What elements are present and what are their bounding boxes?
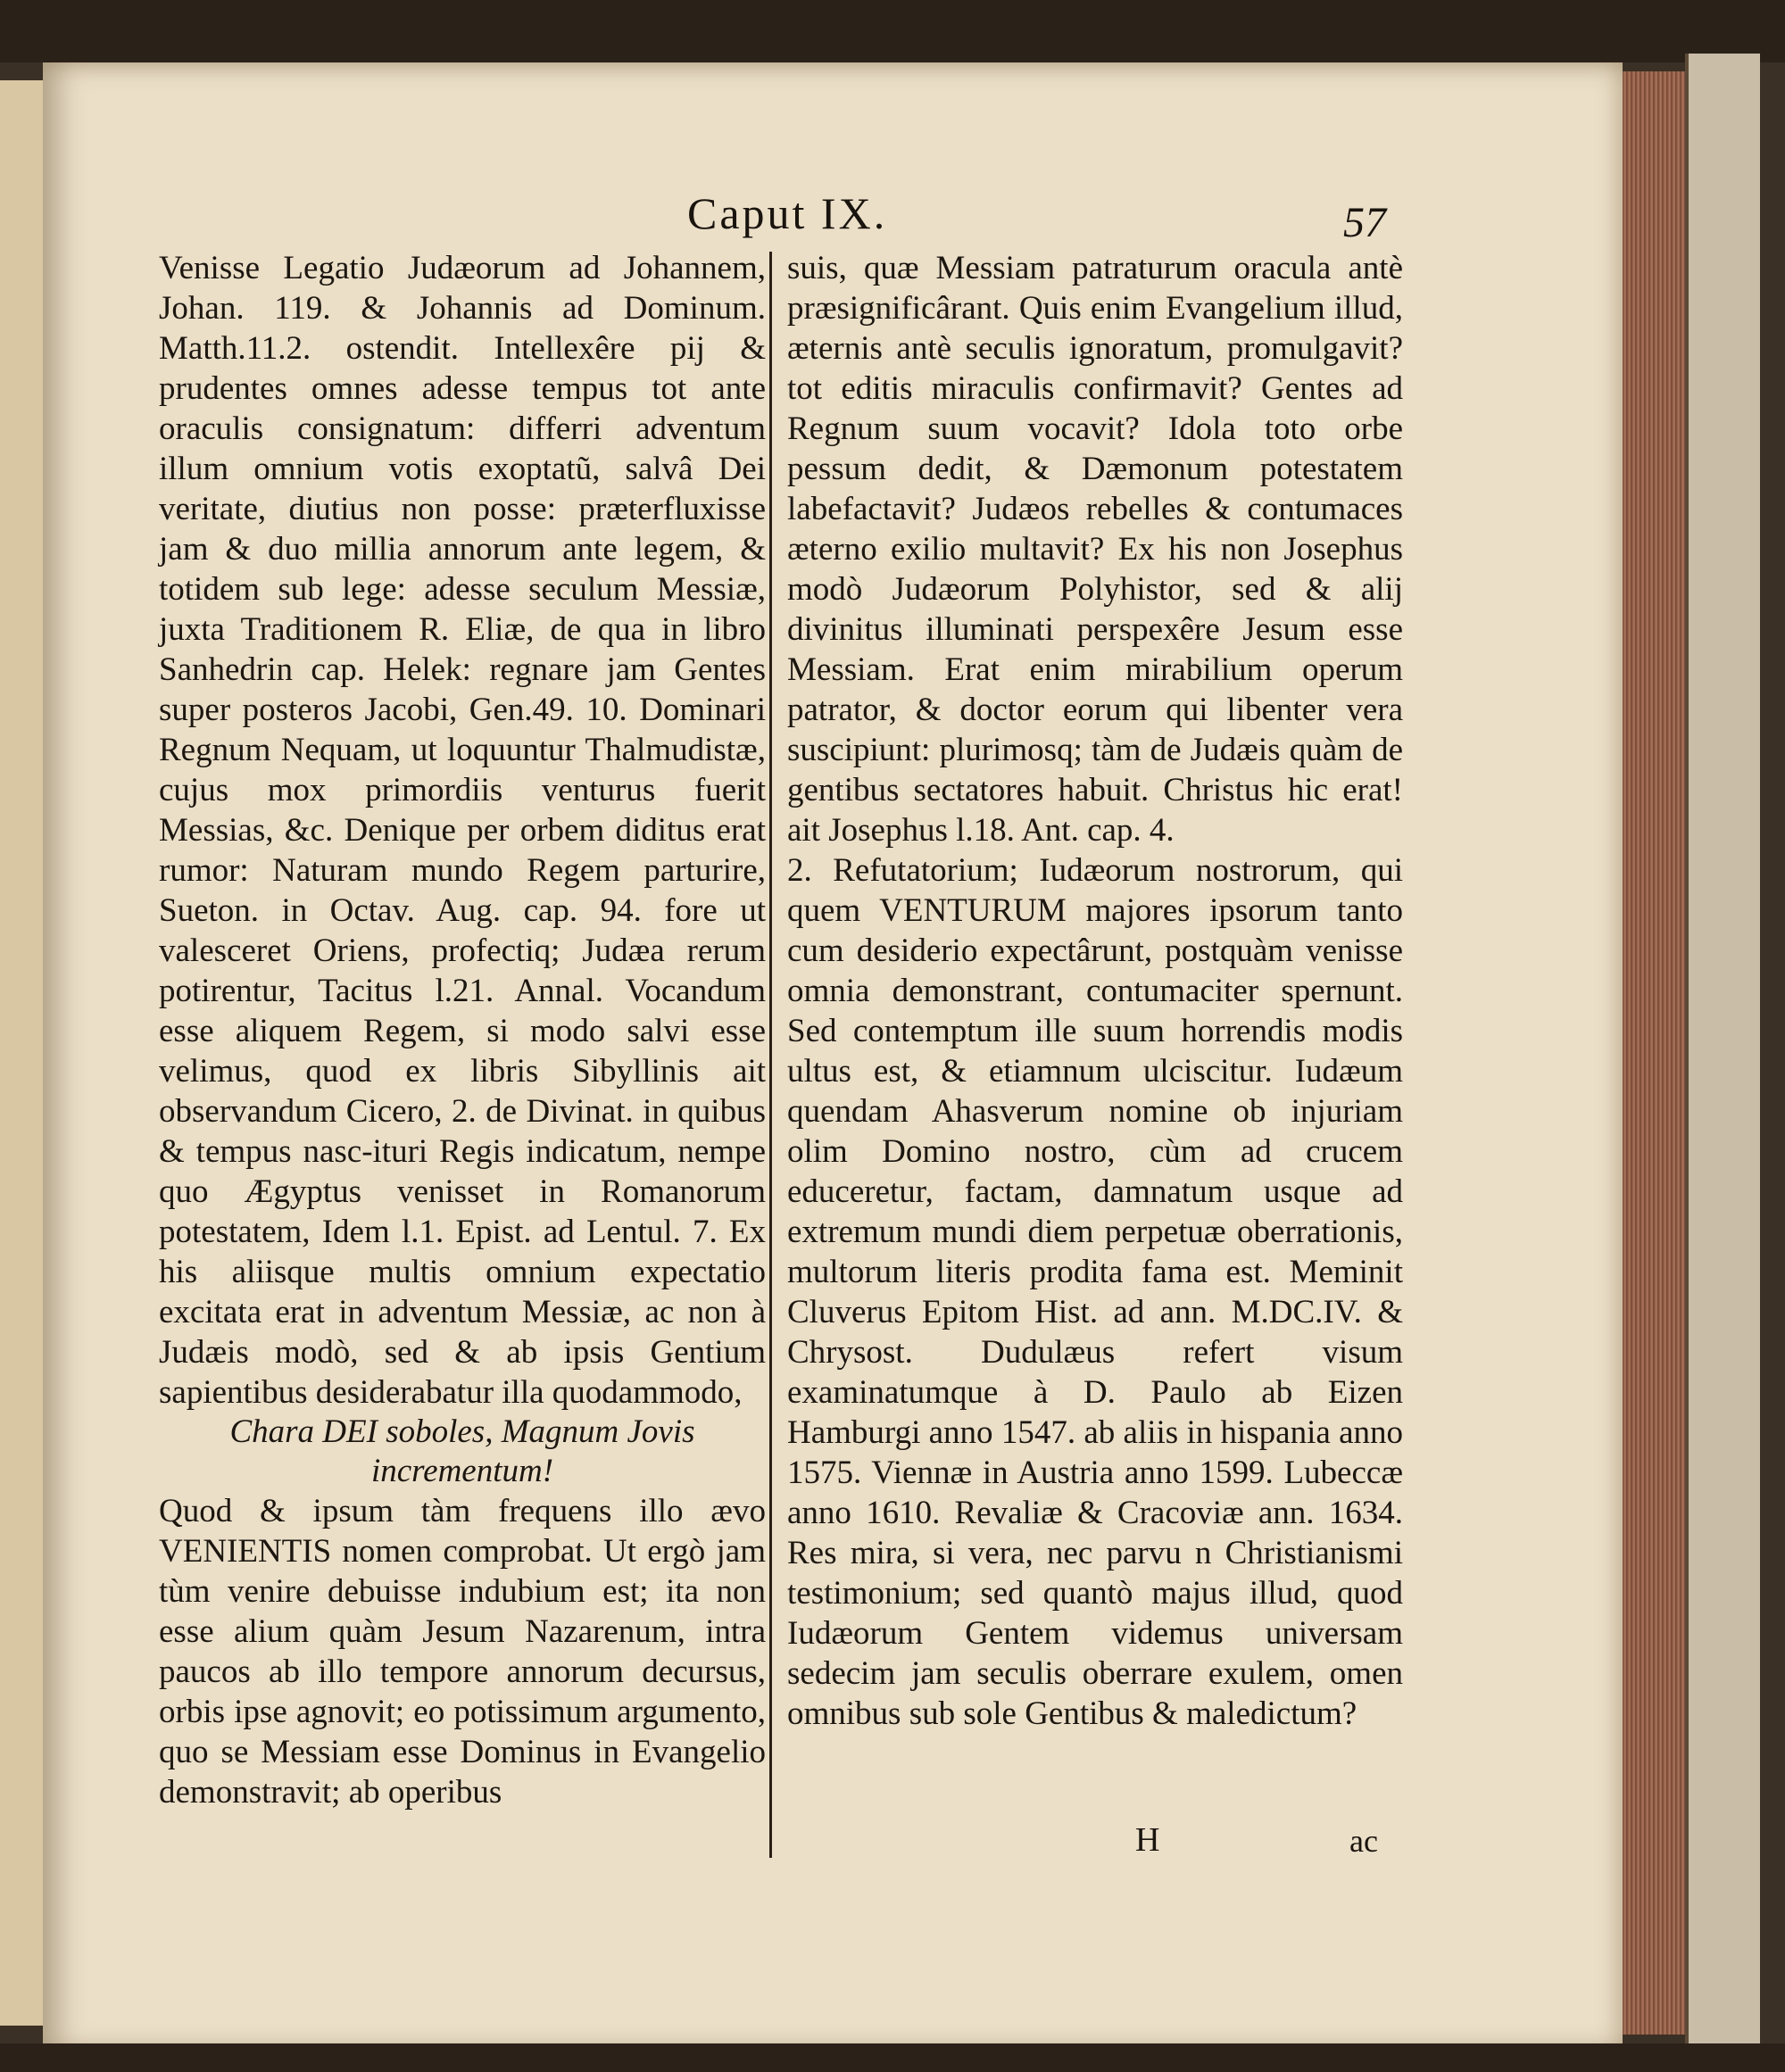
- column-rule: [769, 252, 772, 1858]
- background-bottom: [0, 2043, 1785, 2072]
- page-edges: [1623, 71, 1685, 2035]
- right-paragraph-2: 2. Refutatorium; Iudæorum nostrorum, qui quem VENTURUM majores ipsorum tanto cum desiderio expectârunt, postquàm venisse omnia demonstrant, contumaciter spernunt. Sed contemptum ille suum horrendis modis ultus est, & etiamnum ulciscitur. Iudæum quendam Ahasverum nomine ob injuriam olim Domino nostro, cùm ad crucem educeretur, factam, damnatum usque ad extremum mundi diem perpetuæ oberrationis, multorum literis prodita fama est. Meminit Cluverus Epitom Hist. ad ann. M.DC.IV. & Chrysost. Dudulæus refert visum examinatumque à D. Paulo ab Eizen Hamburgi anno 1547. ab aliis in hispania anno 1575. Viennæ in Austria anno 1599. Lubeccæ anno 1610. Revaliæ & Cracoviæ ann. 1634. Res mira, si vera, nec parvu n Christianismi testimonium; sed quantò majus illud, quod Iudæorum Gentem videmus universam sedecim jam seculis oberrare exulem, omen omnibus sub sole Gentibus & maledictum?: [787, 852, 1403, 1732]
- left-paragraph-1: Venisse Legatio Judæorum ad Johannem, Johan. 119. & Johannis ad Dominum. Matth.11.2. ostendit. Intellexêre pij & prudentes omnes adesse tempus tot ante oraculis consignatum: differri adventum illum omnium votis exoptatũ, salvâ Dei veritate, diutius non posse: præterfluxisse jam & duo millia annorum ante legem, & totidem sub lege: adesse seculum Messiæ, juxta Traditionem R. Eliæ, de qua in libro Sanhedrin cap. Helek: regnare jam Gentes super posteros Jacobi, Gen.49. 10. Dominari Regnum Nequam, ut loquuntur Thalmudistæ, cujus mox primordiis venturus fuerit Messias, &c. Denique per orbem diditus erat rumor: Naturam mundo Regem parturire, Sueton. in Octav. Aug. cap. 94. fore ut valesceret Oriens, profectiq; Judæa rerum potirentur, Tacitus l.21. Annal. Vocandum esse aliquem Regem, si modo salvi esse velimus, quod ex libris Sibyllinis ait observandum Cicero, 2. de Divinat. in quibus & tempus nasc-ituri Regis indicatum, nempe quo Ægyptus venisset in Romanorum potestatem, Idem l.1. Epist. ad Lentul. 7. Ex his aliisque multis omnium expectatio excitata erat in adventum Messiæ, ac non à Judæis modò, sed & ab ipsis Gentium sapientibus desiderabatur illa quodammodo,: [159, 250, 766, 1411]
- facing-page-edge: [0, 80, 46, 2026]
- verse-quotation: Chara DEI soboles, Magnum Jovis incrementum!: [229, 1413, 695, 1489]
- background-top: [0, 0, 1785, 62]
- running-title: Caput IX.: [687, 188, 888, 238]
- right-column: [787, 248, 1403, 1734]
- left-paragraph-2: Quod & ipsum tàm frequens illo ævo VENIENTIS nomen comprobat. Ut ergò jam tùm venire debuisse indubium est; ita non esse alium quàm Jesum Nazarenum, intra paucos ab illo tempore annorum decursus, orbis ipse agnovit; eo potissimum argumento, quo se Messiam esse Dominus in Evangelio demonstravit; ab operibus: [159, 1493, 766, 1811]
- signature-mark: H: [1135, 1821, 1160, 1859]
- page-number: 57: [1343, 199, 1386, 246]
- page-header: [0, 187, 1785, 250]
- catchword: ac: [1349, 1823, 1378, 1859]
- right-paragraph-1: suis, quæ Messiam patraturum oracula antè præsignificârant. Quis enim Evangelium illud, æternis antè seculis ignoratum, promulgavit? tot editis miraculis confirmavit? Gentes ad Regnum suum vocavit? Idola toto orbe pessum dedit, & Dæmonum potestatem labefactavit? Judæos rebelles & contumaces æterno exilio multavit? Ex his non Josephus modò Judæorum Polyhistor, sed & alij divinitus illuminati perspexêre Jesum esse Messiam. Erat enim mirabilium operum patrator, & doctor eorum qui libenter vera suscipiunt: plurimosq; tàm de Judæis quàm de gentibus sectatores habuit. Christus hic erat! ait Josephus l.18. Ant. cap. 4.: [787, 250, 1403, 849]
- book-cover: [1685, 54, 1760, 2061]
- left-column: [159, 248, 766, 1812]
